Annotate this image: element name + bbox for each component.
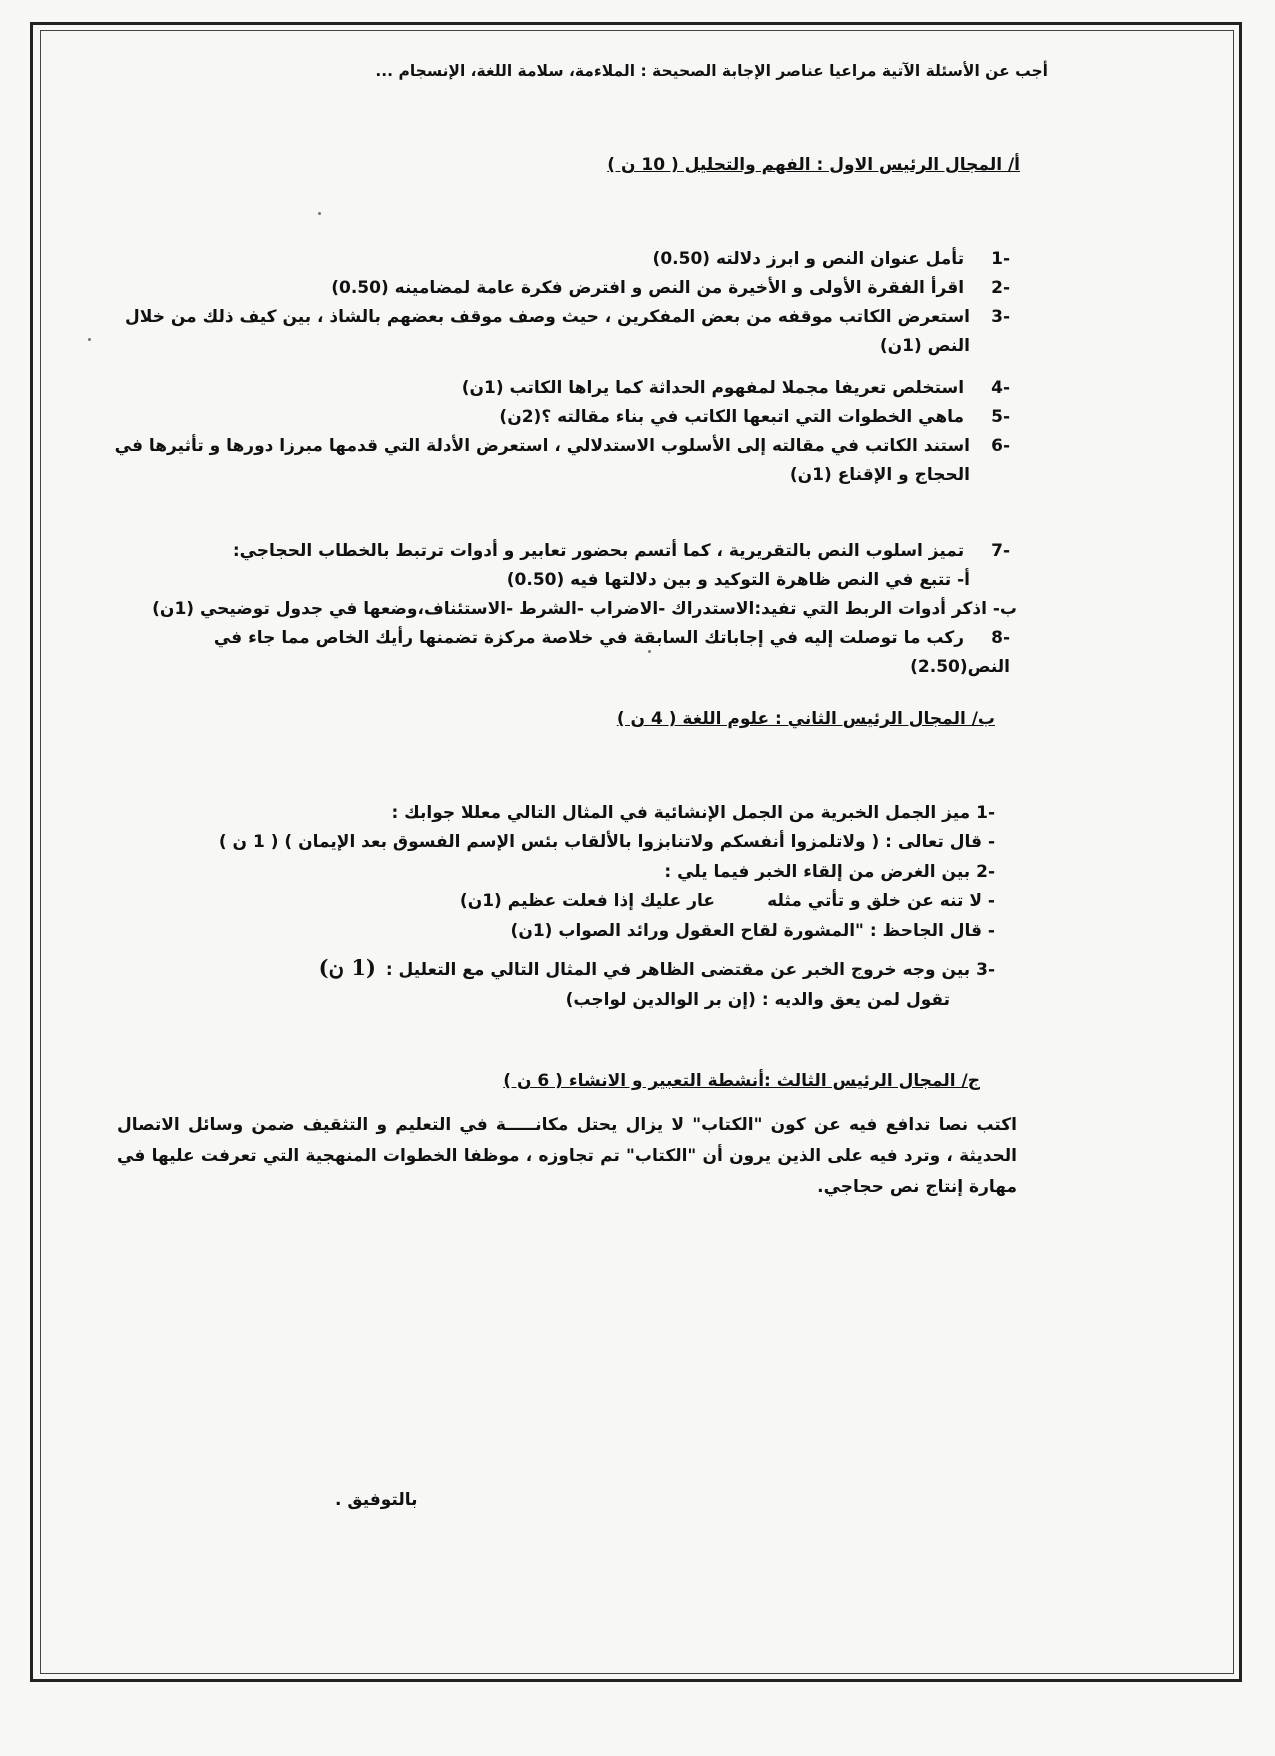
question-7b: ب- اذكر أدوات الربط التي تفيد:الاستدراك -الاضراب -الشرط -الاستئناف،وضعها في جدول توضيحي (1ن) — [152, 599, 1017, 619]
question-2 — [110, 274, 1010, 303]
question-number: -5 — [991, 407, 1010, 427]
question-4 — [110, 374, 1010, 403]
question-number: -8 — [991, 628, 1010, 648]
section-b-question-1: -1 ميز الجمل الخبرية من الجمل الإنشائية في المثال التالي معللا جوابك : — [391, 803, 995, 823]
question-number: -3 — [991, 307, 1010, 327]
section-a-title: أ/ المجال الرئيس الاول : الفهم والتحليل ( 10 ن ) — [607, 155, 1020, 175]
question-text: تميز اسلوب النص بالتقريرية ، كما أتسم بحضور تعابير و أدوات ترتبط بالخطاب الحجاجي: — [232, 541, 965, 561]
essay-prompt: اكتب نصا تدافع فيه عن كون "الكتاب" لا يزال يحتل مكانـــــة في التعليم و التثقيف ضمن وسائل الاتصال الحديثة ، وترد فيه على الذين يرون أن "الكتاب" تم تجاوزه ، موظفا الخطوات المنهجية التي تعرفت عليها في مهارة إنتاج نص حجاجي. — [117, 1115, 1017, 1197]
question-number: -6 — [991, 436, 1010, 456]
instructions: أجب عن الأسئلة الآتية مراعيا عناصر الإجابة الصحيحة : الملاءمة، سلامة اللغة، الإنسجام ... — [375, 62, 1048, 80]
section-b-title: ب/ المجال الرئيس الثاني : علوم اللغة ( 4 ن ) — [616, 709, 995, 729]
section-c-title: ج/ المجال الرئيس الثالث :أنشطة التعبير و الانشاء ( 6 ن ) — [503, 1071, 980, 1091]
question-text: استند الكاتب في مقالته إلى الأسلوب الاستدلالي ، استعرض الأدلة التي قدمها مبرزا دورها و تأثيرها في الحجاج و الإقناع (1ن) — [114, 436, 970, 485]
question-7a: أ- تتبع في النص ظاهرة التوكيد و بين دلالتها فيه (0.50) — [506, 570, 970, 590]
question-text: ماهي الخطوات التي اتبعها الكاتب في بناء مقالته ؟(2ن) — [499, 407, 965, 427]
verse-second-hemistich: عار عليك إذا فعلت عظيم (1ن) — [459, 891, 715, 911]
section-b-question-3-example: تقول لمن يعق والديه : (إن بر الوالدين لواجب) — [565, 990, 950, 1010]
question-1 — [110, 245, 1010, 274]
handwritten-mark: (1 ن) — [318, 955, 376, 980]
closing-text: بالتوفيق . — [335, 1490, 418, 1510]
question-3 — [110, 303, 1010, 361]
question-6 — [110, 432, 1010, 490]
section-b-question-2: -2 بين الغرض من إلقاء الخبر فيما يلي : — [664, 862, 995, 882]
scan-speck — [318, 212, 321, 215]
question-8 — [110, 624, 1010, 682]
question-5 — [110, 403, 1010, 432]
question-number: -4 — [991, 378, 1010, 398]
question-7 — [210, 537, 1010, 566]
scan-speck — [88, 338, 91, 341]
question-number: -2 — [991, 278, 1010, 298]
question-text: استخلص تعريفا مجملا لمفهوم الحداثة كما يراها الكاتب (1ن) — [461, 378, 965, 398]
question-number: -7 — [991, 541, 1010, 561]
section-b-question-3 — [319, 953, 995, 985]
question-text: اقرأ الفقرة الأولى و الأخيرة من النص و افترض فكرة عامة لمضامينه (0.50) — [331, 278, 965, 298]
question-text: تأمل عنوان النص و ابرز دلالته (0.50) — [652, 249, 965, 269]
section-b-question-1-example: - قال تعالى : ( ولاتلمزوا أنفسكم ولاتنابزوا بالألقاب بئس الإسم الفسوق بعد الإيمان ) ( 1 ن ) — [218, 832, 995, 852]
question-number: -1 — [991, 249, 1010, 269]
question-text: -3 بين وجه خروج الخبر عن مقتضى الظاهر في المثال التالي مع التعليل : — [385, 960, 995, 980]
jahiz-quote: - قال الجاحظ : "المشورة لقاح العقول ورائد الصواب (1ن) — [510, 921, 995, 941]
verse-first-hemistich: - لا تنه عن خلق و تأتي مثله — [767, 891, 995, 911]
question-text: ركب ما توصلت إليه في إجاباتك السابقة في خلاصة مركزة تضمنها رأيك الخاص مما جاء في النص(2.50) — [213, 628, 1010, 677]
question-text: استعرض الكاتب موقفه من بعض المفكرين ، حيث وصف موقف بعضهم بالشاذ ، بين كيف ذلك من خلال النص (1ن) — [125, 307, 970, 356]
